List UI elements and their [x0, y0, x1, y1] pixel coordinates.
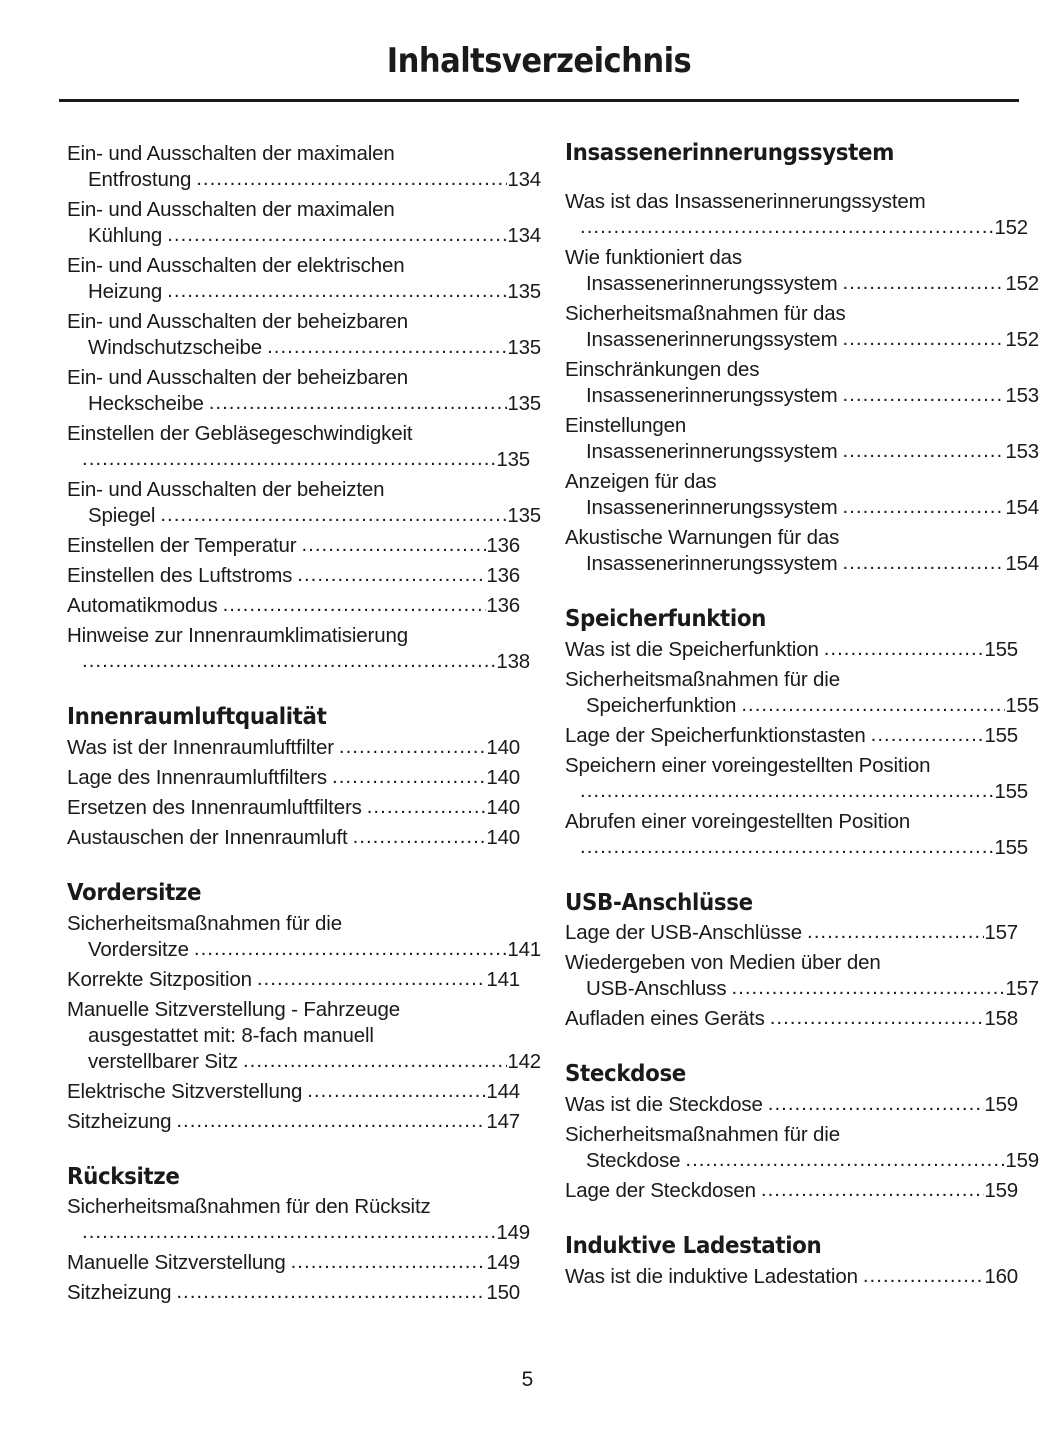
toc-page-number: 153	[1005, 383, 1039, 407]
toc-entry-text: Manuelle Sitzverstellung - Fahrzeuge	[67, 997, 401, 1021]
toc-entry-text: Sicherheitsmaßnahmen für die	[565, 667, 840, 691]
toc-page-number: 159	[1005, 1149, 1039, 1172]
dot-leader	[196, 166, 507, 192]
toc-entry-text: Insassenerinnerungssystem	[586, 439, 838, 463]
dot-leader	[685, 1147, 1005, 1173]
toc-entry-text: Aufladen eines Geräts	[565, 1007, 765, 1031]
toc-entry-text: Sitzheizung	[67, 1281, 172, 1305]
toc-entry-text: Was ist die induktive Ladestation	[565, 1264, 858, 1288]
toc-page-number: 135	[507, 392, 541, 415]
dot-leader	[209, 390, 508, 416]
page-title: Inhaltsverzeichnis	[386, 41, 692, 81]
dot-leader	[843, 382, 1006, 408]
dot-leader	[843, 270, 1006, 296]
dot-leader	[176, 1279, 486, 1305]
toc-entry-text: Windschutzscheibe	[88, 336, 263, 359]
toc-entry[interactable]	[565, 637, 1018, 663]
toc-entry-text: Heizung	[88, 280, 163, 303]
dot-leader	[257, 966, 487, 992]
toc-page-number: 147	[486, 1109, 520, 1133]
toc-entry-text: Lage der Speicherfunktionstasten	[565, 723, 866, 747]
dot-leader	[353, 824, 487, 850]
toc-entry-text: Entfrostung	[88, 168, 192, 191]
toc-entry[interactable]	[565, 301, 1039, 353]
dot-leader	[768, 1091, 985, 1117]
toc-entry[interactable]	[67, 593, 520, 619]
toc-entry[interactable]	[67, 1109, 520, 1135]
toc-entry[interactable]	[565, 723, 1018, 749]
dot-leader	[82, 648, 496, 674]
toc-entry[interactable]	[67, 825, 520, 851]
toc-page-number: 149	[496, 1221, 530, 1245]
dot-leader	[167, 278, 507, 304]
toc-entry[interactable]	[565, 525, 1039, 577]
toc-page-number: 155	[994, 835, 1028, 859]
toc-entry-text: Lage der USB-Anschlüsse	[565, 921, 802, 945]
toc-entry-text: Einstellen der Temperatur	[67, 534, 297, 557]
toc-entry[interactable]	[67, 795, 520, 821]
toc-page-number: 135	[496, 448, 530, 471]
toc-page-number: 157	[984, 921, 1018, 945]
toc-page-number: 159	[984, 1093, 1018, 1116]
toc-entry-text: Abrufen einer voreingestellten Position	[565, 809, 911, 833]
toc-page-number: 136	[486, 534, 520, 557]
toc-entry[interactable]	[67, 365, 541, 417]
toc-entry-text: Elektrische Sitzverstellung	[67, 1079, 303, 1103]
toc-entry-text: Ein- und Ausschalten der elektrischen	[67, 254, 405, 277]
toc-entry-text: Steckdose	[586, 1149, 681, 1172]
dot-leader	[580, 778, 994, 804]
toc-entry[interactable]	[565, 667, 1039, 719]
dot-leader	[267, 334, 507, 360]
toc-page-number: 134	[507, 224, 541, 247]
toc-entry-text: Heckscheibe	[88, 392, 204, 415]
dot-leader	[332, 764, 486, 790]
toc-page-number: 150	[486, 1281, 520, 1305]
toc-column-left	[67, 141, 541, 1310]
toc-entry-text: USB-Anschluss	[586, 977, 727, 1001]
toc-entry[interactable]	[67, 765, 520, 791]
toc-page-number: 141	[486, 967, 520, 991]
page-number: 5	[521, 1368, 534, 1391]
toc-page-number: 155	[984, 723, 1018, 747]
toc-page-number: 154	[1005, 495, 1039, 519]
toc-entry[interactable]	[565, 1092, 1018, 1118]
dot-leader	[843, 326, 1006, 352]
toc-entry[interactable]	[565, 245, 1039, 297]
toc-entry-text: Insassenerinnerungssystem	[586, 327, 838, 351]
toc-entry[interactable]	[67, 1194, 530, 1246]
toc-entry[interactable]	[67, 253, 541, 305]
toc-entry-text: Hinweise zur Innenraumklimatisierung	[67, 624, 408, 647]
toc-entry-text: Was ist die Steckdose	[565, 1093, 763, 1116]
toc-entry[interactable]	[565, 1006, 1018, 1032]
toc-page-number: 142	[507, 1049, 541, 1073]
toc-entry-text: Vordersitze	[88, 937, 189, 961]
dot-leader	[243, 1048, 507, 1074]
toc-entry-text: Sicherheitsmaßnahmen für den Rücksitz	[67, 1195, 431, 1219]
toc-entry[interactable]	[67, 477, 541, 529]
toc-entry[interactable]	[565, 809, 1028, 861]
toc-column-right	[565, 140, 1039, 1294]
toc-entry-text: Einschränkungen des	[565, 357, 760, 381]
toc-entry[interactable]	[67, 309, 541, 361]
toc-entry-text: Einstellen der Gebläsegeschwindigkeit	[67, 422, 413, 445]
toc-page-number: 140	[486, 735, 520, 759]
toc-entry-text: Was ist der Innenraumluftfilter	[67, 735, 334, 759]
dot-leader	[82, 446, 496, 472]
toc-entry[interactable]	[67, 911, 541, 963]
dot-leader	[176, 1108, 486, 1134]
toc-entry-text: Austauschen der Innenraumluft	[67, 825, 348, 849]
dot-leader	[807, 919, 984, 945]
toc-columns	[0, 141, 1055, 1321]
toc-entry-text: Was ist die Speicherfunktion	[565, 637, 819, 661]
toc-entry[interactable]	[67, 141, 541, 193]
toc-entry-text: Sicherheitsmaßnahmen für das	[565, 301, 846, 325]
toc-entry-text: Insassenerinnerungssystem	[586, 271, 838, 295]
toc-page-number: 158	[984, 1007, 1018, 1031]
toc-page-number: 154	[1005, 551, 1039, 575]
toc-entry[interactable]	[565, 920, 1018, 946]
toc-entry[interactable]	[565, 189, 1028, 241]
toc-entry-text: Ein- und Ausschalten der beheizbaren	[67, 366, 409, 389]
toc-entry[interactable]	[67, 563, 520, 589]
toc-page-number: 155	[994, 779, 1028, 803]
dot-leader	[843, 494, 1006, 520]
toc-page-number: 136	[486, 594, 520, 617]
toc-entry-text: Ersetzen des Innenraumluftfilters	[67, 795, 362, 819]
toc-entry[interactable]	[67, 997, 541, 1075]
dot-leader	[580, 214, 994, 240]
toc-entry-text: Lage des Innenraumluftfilters	[67, 765, 328, 789]
section-heading: USB-Anschlüsse	[565, 889, 753, 916]
toc-entry[interactable]	[565, 413, 1039, 465]
toc-page-number: 144	[486, 1079, 520, 1103]
toc-page-number: 136	[486, 564, 520, 587]
section-heading: Induktive Ladestation	[565, 1233, 822, 1259]
title-divider	[59, 99, 1019, 102]
toc-entry-text: Insassenerinnerungssystem	[586, 495, 838, 519]
toc-entry[interactable]	[67, 421, 530, 473]
toc-page-number: 140	[486, 795, 520, 819]
toc-entry-text: Akustische Warnungen für das	[565, 525, 840, 549]
dot-leader	[843, 550, 1006, 576]
dot-leader	[761, 1177, 984, 1203]
toc-entry-text: Sitzheizung	[67, 1109, 172, 1133]
toc-entry-text: Lage der Steckdosen	[565, 1179, 756, 1202]
toc-entry[interactable]	[565, 357, 1039, 409]
dot-leader	[194, 936, 507, 962]
toc-page-number: 135	[507, 336, 541, 359]
toc-page-number: 135	[507, 504, 541, 527]
toc-entry-text: Manuelle Sitzverstellung	[67, 1251, 286, 1275]
dot-leader	[297, 562, 486, 588]
dot-leader	[843, 438, 1006, 464]
toc-page-number: 149	[486, 1251, 520, 1275]
toc-entry-text: Insassenerinnerungssystem	[586, 383, 838, 407]
dot-leader	[741, 692, 1005, 718]
toc-entry[interactable]	[67, 533, 520, 559]
dot-leader	[731, 975, 1005, 1001]
toc-entry[interactable]	[565, 1264, 1018, 1290]
dot-leader	[863, 1263, 985, 1289]
section-heading: Steckdose	[565, 1061, 686, 1088]
toc-entry[interactable]	[565, 1178, 1018, 1204]
toc-entry-text: Speichern einer voreingestellten Position	[565, 753, 931, 777]
dot-leader	[824, 636, 985, 662]
toc-entry[interactable]	[565, 753, 1028, 805]
toc-entry[interactable]	[67, 1079, 520, 1105]
dot-leader	[871, 722, 985, 748]
toc-entry[interactable]	[565, 950, 1039, 1002]
toc-page-number: 141	[507, 937, 541, 961]
toc-entry-text: Korrekte Sitzposition	[67, 967, 252, 991]
toc-page-number: 157	[1005, 977, 1039, 1001]
toc-entry-text: Automatikmodus	[67, 594, 218, 617]
toc-entry-text: Wie funktioniert das	[565, 245, 743, 269]
section-heading: Innenraumluftqualität	[67, 704, 327, 730]
dot-leader	[770, 1005, 985, 1031]
toc-entry[interactable]	[67, 1280, 520, 1306]
toc-page-number: 152	[1005, 271, 1039, 295]
toc-entry-text: Was ist das Insassenerinnerungssystem	[565, 189, 926, 213]
toc-entry-text: Spiegel	[88, 504, 156, 527]
dot-leader	[307, 1078, 486, 1104]
toc-page-number: 140	[486, 825, 520, 849]
section-heading: Speicherfunktion	[565, 605, 767, 632]
toc-entry-text: Kühlung	[88, 224, 163, 247]
toc-entry[interactable]	[565, 469, 1039, 521]
toc-entry-text: Ein- und Ausschalten der beheizten	[67, 478, 385, 501]
toc-page-number: 135	[507, 280, 541, 303]
dot-leader	[301, 532, 486, 558]
toc-entry-text: Sicherheitsmaßnahmen für die	[565, 1123, 840, 1146]
toc-entry[interactable]	[67, 735, 520, 761]
toc-page-number: 153	[1005, 439, 1039, 463]
toc-page-number: 140	[486, 765, 520, 789]
toc-entry-text: Anzeigen für das	[565, 469, 717, 493]
toc-page-number: 134	[507, 168, 541, 191]
dot-leader	[580, 834, 994, 860]
toc-entry-text: ausgestattet mit: 8-fach manuell	[88, 1023, 374, 1047]
toc-entry-text: Ein- und Ausschalten der maximalen	[67, 198, 395, 221]
toc-entry-text: Ein- und Ausschalten der maximalen	[67, 142, 395, 165]
toc-entry[interactable]	[67, 967, 520, 993]
toc-entry-text: Wiedergeben von Medien über den	[565, 951, 881, 975]
section-heading: Rücksitze	[67, 1163, 180, 1190]
toc-page-number: 155	[984, 637, 1018, 661]
toc-entry[interactable]	[565, 1122, 1039, 1174]
toc-entry-text: Einstellen des Luftstroms	[67, 564, 293, 587]
dot-leader	[167, 222, 507, 248]
dot-leader	[339, 734, 487, 760]
toc-entry-text: Ein- und Ausschalten der beheizbaren	[67, 310, 409, 333]
dot-leader	[367, 794, 487, 820]
toc-page-number: 138	[496, 650, 530, 673]
toc-entry[interactable]	[67, 1250, 520, 1276]
toc-entry-text: verstellbarer Sitz	[88, 1049, 238, 1073]
toc-entry-text: Sicherheitsmaßnahmen für die	[67, 911, 342, 935]
dot-leader	[223, 592, 487, 618]
toc-page-number: 160	[984, 1264, 1018, 1288]
toc-page-number: 159	[984, 1179, 1018, 1202]
toc-page-number: 155	[1005, 693, 1039, 717]
toc-entry-text: Speicherfunktion	[586, 693, 737, 717]
dot-leader	[82, 1219, 496, 1245]
toc-entry[interactable]	[67, 623, 530, 675]
section-heading: Vordersitze	[67, 879, 202, 906]
dot-leader	[291, 1249, 487, 1275]
toc-entry[interactable]	[67, 197, 541, 249]
toc-page-number: 152	[994, 215, 1028, 239]
toc-entry-text: Insassenerinnerungssystem	[586, 551, 838, 575]
toc-page-number: 152	[1005, 327, 1039, 351]
toc-entry-text: Einstellungen	[565, 413, 687, 437]
dot-leader	[160, 502, 507, 528]
section-heading: Insassenerinnerungssystem	[565, 140, 895, 166]
